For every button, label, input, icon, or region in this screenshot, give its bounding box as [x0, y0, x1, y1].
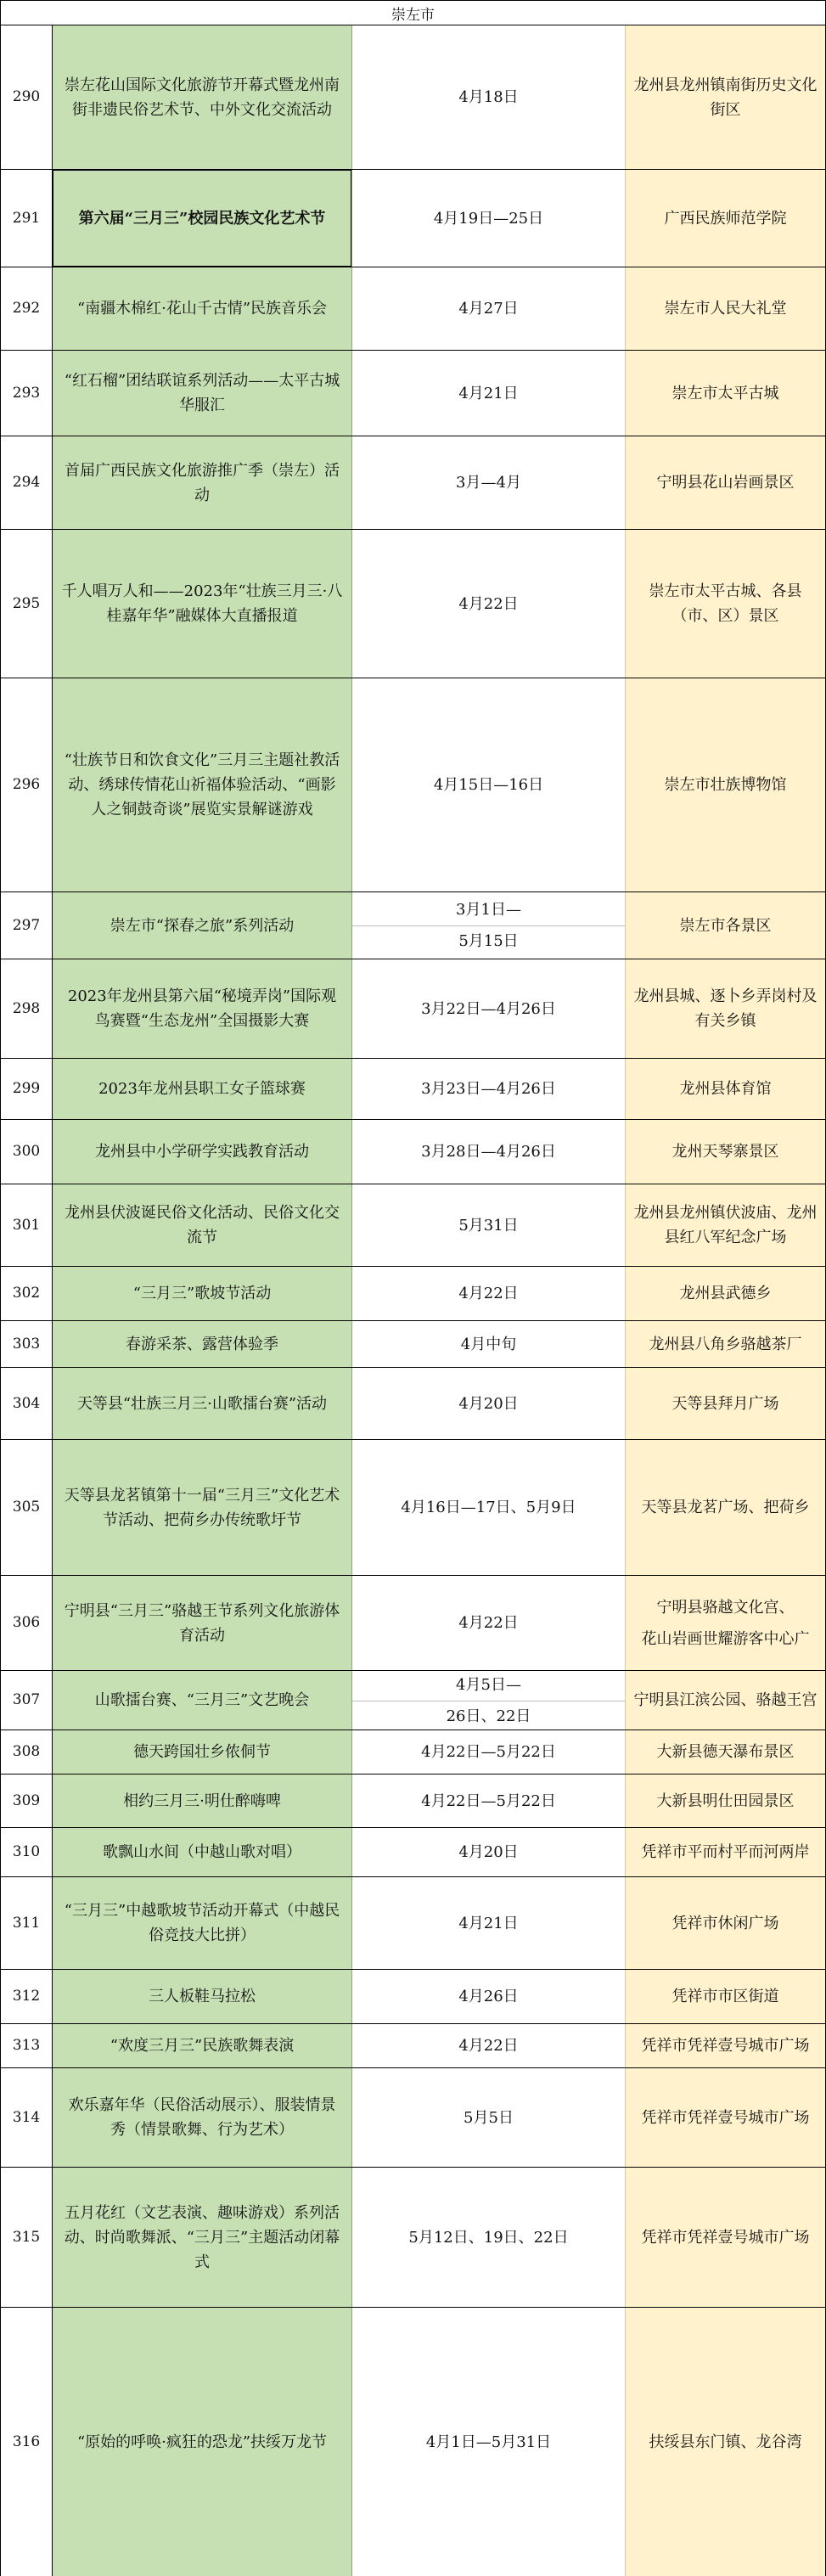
event-date-start: 4月5日—	[456, 1675, 521, 1694]
row-number: 312	[0, 1970, 53, 2023]
table-row	[0, 2024, 826, 2068]
row-number: 311	[0, 1877, 53, 1969]
row-number: 316	[0, 2308, 53, 2576]
row-number: 310	[0, 1828, 53, 1876]
row-number: 296	[0, 678, 53, 891]
table-row	[0, 436, 826, 530]
event-date: 4月18日	[351, 25, 625, 169]
event-location-line-1: 宁明县骆越文化宫、	[656, 1598, 795, 1617]
event-location: 凭祥市平而村平而河两岸	[625, 1828, 826, 1876]
event-date: 5月12日、19日、22日	[351, 2168, 625, 2307]
table-row	[0, 25, 826, 170]
event-date: 5月31日	[351, 1184, 625, 1266]
table-row	[0, 1059, 826, 1120]
row-number: 290	[0, 25, 53, 169]
row-number: 314	[0, 2068, 53, 2167]
event-date-end: 26日、22日	[446, 1707, 531, 1725]
event-date: 5月5日	[351, 2068, 625, 2167]
event-name: “红石榴”团结联谊系列活动——太平古城华服汇	[53, 351, 351, 436]
event-name: 三人板鞋马拉松	[53, 1970, 351, 2023]
event-date: 4月20日	[351, 1368, 625, 1439]
event-name: 欢乐嘉年华（民俗活动展示）、服装情景秀（情景歌舞、行为艺术）	[53, 2068, 351, 2167]
event-location: 龙州县城、逐卜乡弄岗村及有关乡镇	[625, 959, 826, 1058]
event-name: 龙州县伏波诞民俗文化活动、民俗文化交流节	[53, 1184, 351, 1266]
event-name: 崇左花山国际文化旅游节开幕式暨龙州南街非遗民俗艺术节、中外文化交流活动	[53, 25, 351, 169]
row-number: 306	[0, 1576, 53, 1670]
row-number: 307	[0, 1671, 53, 1730]
table-row	[0, 267, 826, 351]
event-date: 3月22日—4月26日	[351, 959, 625, 1058]
row-number: 313	[0, 2024, 53, 2067]
table-row	[0, 959, 826, 1059]
event-date: 4月22日—5月22日	[351, 1775, 625, 1827]
event-name: 龙州县中小学研学实践教育活动	[53, 1120, 351, 1184]
table-row	[0, 170, 826, 267]
row-number: 315	[0, 2168, 53, 2307]
table-row	[0, 1730, 826, 1775]
event-name: 2023年龙州县第六届“秘境弄岗”国际观鸟赛暨“生态龙州”全国摄影大赛	[53, 959, 351, 1058]
table-row	[0, 530, 826, 678]
event-name: 崇左市“探春之旅”系列活动	[53, 892, 351, 959]
table-row	[0, 1120, 826, 1184]
event-location: 天等县拜月广场	[625, 1368, 826, 1439]
event-name: “三月三”中越歌坡节活动开幕式（中越民俗竞技大比拼）	[53, 1877, 351, 1969]
table-row	[0, 1440, 826, 1576]
row-number: 300	[0, 1120, 53, 1184]
event-name: 2023年龙州县职工女子篮球赛	[53, 1059, 351, 1119]
row-number: 298	[0, 959, 53, 1058]
row-number: 302	[0, 1267, 53, 1320]
event-date: 3月28日—4月26日	[351, 1120, 625, 1184]
row-number: 299	[0, 1059, 53, 1119]
event-date: 4月19日—25日	[351, 170, 625, 267]
row-number: 309	[0, 1775, 53, 1827]
row-number: 295	[0, 530, 53, 678]
event-name: 第六届“三月三”校园民族文化艺术节	[53, 170, 351, 267]
table-row	[0, 2168, 826, 2308]
event-date-end: 5月15日	[458, 932, 519, 950]
table-row	[0, 1828, 826, 1877]
event-name: 山歌擂台赛、“三月三”文艺晚会	[53, 1671, 351, 1730]
event-date: 4月22日—5月22日	[351, 1730, 625, 1774]
row-number: 292	[0, 267, 53, 350]
city-header: 崇左市	[0, 0, 826, 25]
table-row	[0, 351, 826, 436]
table-row	[0, 1671, 826, 1730]
event-location: 凭祥市凭祥壹号城市广场	[625, 2024, 826, 2067]
table-row	[0, 1368, 826, 1440]
event-date-cell	[351, 892, 625, 959]
event-date: 4月21日	[351, 351, 625, 436]
event-date-cell	[351, 1671, 625, 1730]
row-number: 303	[0, 1321, 53, 1367]
event-name: 歌飘山水间（中越山歌对唱）	[53, 1828, 351, 1876]
event-date: 4月1日—5月31日	[351, 2308, 625, 2576]
event-name: 首届广西民族文化旅游推广季（崇左）活动	[53, 436, 351, 529]
event-date: 4月中旬	[351, 1321, 625, 1367]
event-name: 五月花红（文艺表演、趣味游戏）系列活动、时尚歌舞派、“三月三”主题活动闭幕式	[53, 2168, 351, 2307]
event-location: 崇左市太平古城、各县（市、区）景区	[625, 530, 826, 678]
event-location: 龙州县龙州镇南街历史文化街区	[625, 25, 826, 169]
event-location: 龙州县武德乡	[625, 1267, 826, 1320]
event-date: 4月26日	[351, 1970, 625, 2023]
event-location: 崇左市各景区	[625, 892, 826, 959]
event-location: 崇左市太平古城	[625, 351, 826, 436]
event-date: 4月22日	[351, 1576, 625, 1670]
event-date: 4月22日	[351, 530, 625, 678]
row-number: 294	[0, 436, 53, 529]
event-name: “原始的呼唤·疯狂的恐龙”扶绥万龙节	[53, 2308, 351, 2576]
event-name: “壮族节日和饮食文化”三月三主题社教活动、绣球传情花山祈福体验活动、“画影人之铜鼓奇谈”展览实景解谜游戏	[53, 678, 351, 891]
event-location: 凭祥市凭祥壹号城市广场	[625, 2168, 826, 2307]
event-date: 4月22日	[351, 2024, 625, 2067]
event-location: 广西民族师范学院	[625, 170, 826, 267]
row-number: 297	[0, 892, 53, 959]
event-location: 龙州县八角乡骆越茶厂	[625, 1321, 826, 1367]
table-row	[0, 1321, 826, 1368]
event-location: 凭祥市凭祥壹号城市广场	[625, 2068, 826, 2167]
event-location: 大新县德天瀑布景区	[625, 1730, 826, 1774]
row-number: 301	[0, 1184, 53, 1266]
table-row	[0, 2308, 826, 2576]
event-location-line-2: 花山岩画世耀游客中心广	[641, 1629, 810, 1648]
table-row	[0, 2068, 826, 2168]
event-location: 凭祥市市区街道	[625, 1970, 826, 2023]
event-location: 龙州县龙州镇伏波庙、龙州县红八军纪念广场	[625, 1184, 826, 1266]
event-name: 宁明县“三月三”骆越王节系列文化旅游体育活动	[53, 1576, 351, 1670]
table-row	[0, 1877, 826, 1970]
event-name: 相约三月三·明仕醉嗨啤	[53, 1775, 351, 1827]
row-number: 305	[0, 1440, 53, 1575]
event-date: 4月21日	[351, 1877, 625, 1969]
event-location: 崇左市壮族博物馆	[625, 678, 826, 891]
event-location: 凭祥市休闲广场	[625, 1877, 826, 1969]
table-row	[0, 1576, 826, 1671]
event-location: 崇左市人民大礼堂	[625, 267, 826, 350]
event-name: 千人唱万人和——2023年“壮族三月三·八桂嘉年华”融媒体大直播报道	[53, 530, 351, 678]
event-location: 宁明县花山岩画景区	[625, 436, 826, 529]
event-location-cell	[625, 1576, 826, 1670]
event-date-start: 3月1日—	[456, 901, 521, 919]
table-row	[0, 678, 826, 892]
row-number: 291	[0, 170, 53, 267]
table-row	[0, 1267, 826, 1321]
event-name: “三月三”歌坡节活动	[53, 1267, 351, 1320]
event-date: 4月27日	[351, 267, 625, 350]
table-row	[0, 1970, 826, 2024]
event-date: 4月20日	[351, 1828, 625, 1876]
event-location: 天等县龙茗广场、把荷乡	[625, 1440, 826, 1575]
event-location: 大新县明仕田园景区	[625, 1775, 826, 1827]
event-date: 3月—4月	[351, 436, 625, 529]
event-name: 天等县“壮族三月三·山歌擂台赛”活动	[53, 1368, 351, 1439]
event-date: 4月16日—17日、5月9日	[351, 1440, 625, 1575]
event-name: “欢度三月三”民族歌舞表演	[53, 2024, 351, 2067]
event-date: 3月23日—4月26日	[351, 1059, 625, 1119]
table-row	[0, 1184, 826, 1267]
event-location: 宁明县江滨公园、骆越王宫	[625, 1671, 826, 1730]
event-date: 4月22日	[351, 1267, 625, 1320]
event-name: 天等县龙茗镇第十一届“三月三”文化艺术节活动、把荷乡办传统歌圩节	[53, 1440, 351, 1575]
row-number: 304	[0, 1368, 53, 1439]
event-name: 德天跨国壮乡侬侗节	[53, 1730, 351, 1774]
table-row	[0, 1775, 826, 1828]
table-row	[0, 892, 826, 959]
event-date: 4月15日—16日	[351, 678, 625, 891]
event-name: “南疆木棉红·花山千古情”民族音乐会	[53, 267, 351, 350]
event-location: 龙州天琴寨景区	[625, 1120, 826, 1184]
row-number: 293	[0, 351, 53, 436]
event-location: 扶绥县东门镇、龙谷湾	[625, 2308, 826, 2576]
event-location: 龙州县体育馆	[625, 1059, 826, 1119]
row-number: 308	[0, 1730, 53, 1774]
event-name: 春游采茶、露营体验季	[53, 1321, 351, 1367]
